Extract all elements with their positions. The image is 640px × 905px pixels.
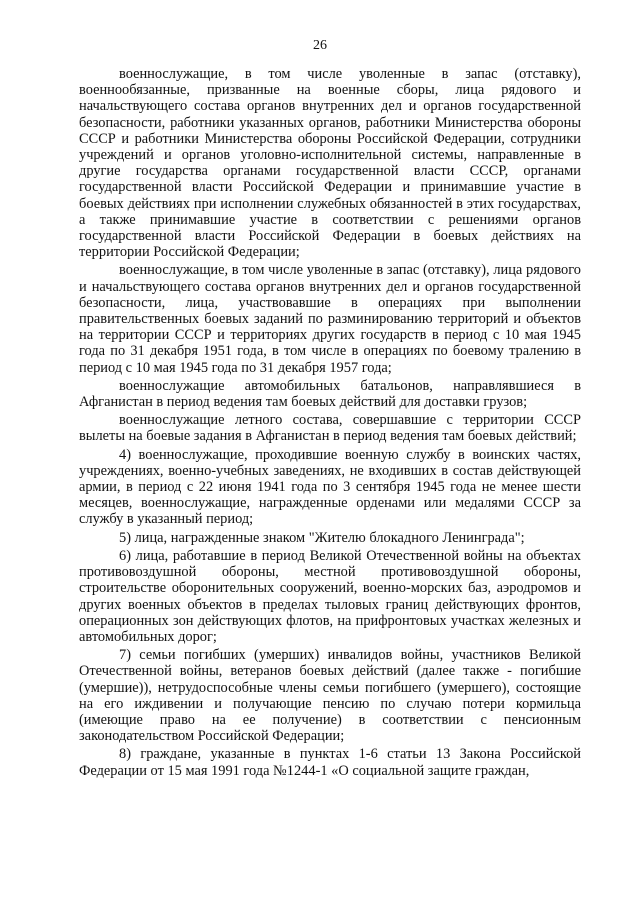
paragraph: военнослужащие автомобильных батальонов, направлявшиеся в Афганистан в период ведения там боевых действий для доставки грузов; — [79, 377, 581, 411]
paragraph: 6) лица, работавшие в период Великой Отечественной войны на объектах противовоздушной обороны, местной противовоздушной обороны, строительстве оборонительных сооружений, военно-морских баз, аэродромов и других военных объектов в пределах тыловых границ действующих фронтов, операционных зон действующих флотов, на прифронтовых участках железных и автомобильных дорог; — [79, 547, 581, 645]
paragraph: военнослужащие, в том числе уволенные в запас (отставку), лица рядового и начальствующего состава органов внутренних дел и органов государственной безопасности, лица, участвовавшие в операциях при выполнении правительственных боевых заданий по разминированию территорий и объектов на территории СССР и территориях других государств в период с 10 мая 1945 года по 31 декабря 1951 года, в том числе в операциях по боевому тралению в период с 10 мая 1945 года по 31 декабря 1957 года; — [79, 262, 581, 376]
paragraph: военнослужащие летного состава, совершавшие с территории СССР вылеты на боевые задания в Афганистан в период ведения там боевых действий; — [79, 412, 581, 445]
document-body — [79, 66, 581, 781]
paragraph: 8) граждане, указанные в пунктах 1-6 статьи 13 Закона Российской Федерации от 15 мая 1991 года №1244-1 «О социальной защите граждан, — [79, 746, 581, 779]
paragraph: 7) семьи погибших (умерших) инвалидов войны, участников Великой Отечественной войны, ветеранов боевых действий (далее также - погибшие (умершие)), нетрудоспособные члены семьи погибшего (умершего), состоящие на его иждивении и получающие пенсию по случаю потери кормильца (имеющие право на ее получение) в соответствии с пенсионным законодательством Российской Федерации; — [79, 647, 581, 745]
paragraph: военнослужащие, в том числе уволенные в запас (отставку), военнообязанные, призванные на военные сборы, лица рядового и начальствующего состава органов внутренних дел и органов государственной безопасности, работники указанных органов, работники Министерства обороны СССР и работники Министерства обороны Российской Федерации, сотрудники учреждений и органов уголовно-исполнительной системы, направленные в другие государства органами государственной власти СССР, органами государственной власти Российской Федерации и принимавшие участие в боевых действиях при исполнении служебных обязанностей в этих государствах, а также принимавшие участие в соответствии с решениями органов государственной власти Российской Федерации в боевых действиях на территории Российской Федерации; — [79, 66, 581, 261]
paragraph: 4) военнослужащие, проходившие военную службу в воинских частях, учреждениях, военно-учебных заведениях, не входивших в состав действующей армии, в период с 22 июня 1941 года по 3 сентября 1945 года не менее шести месяцев, военнослужащие, награжденные орденами или медалями СССР за службу в указанный период; — [79, 446, 581, 528]
page-number: 26 — [313, 38, 327, 53]
paragraph: 5) лица, награжденные знаком "Жителю блокадного Ленинграда"; — [119, 529, 525, 546]
